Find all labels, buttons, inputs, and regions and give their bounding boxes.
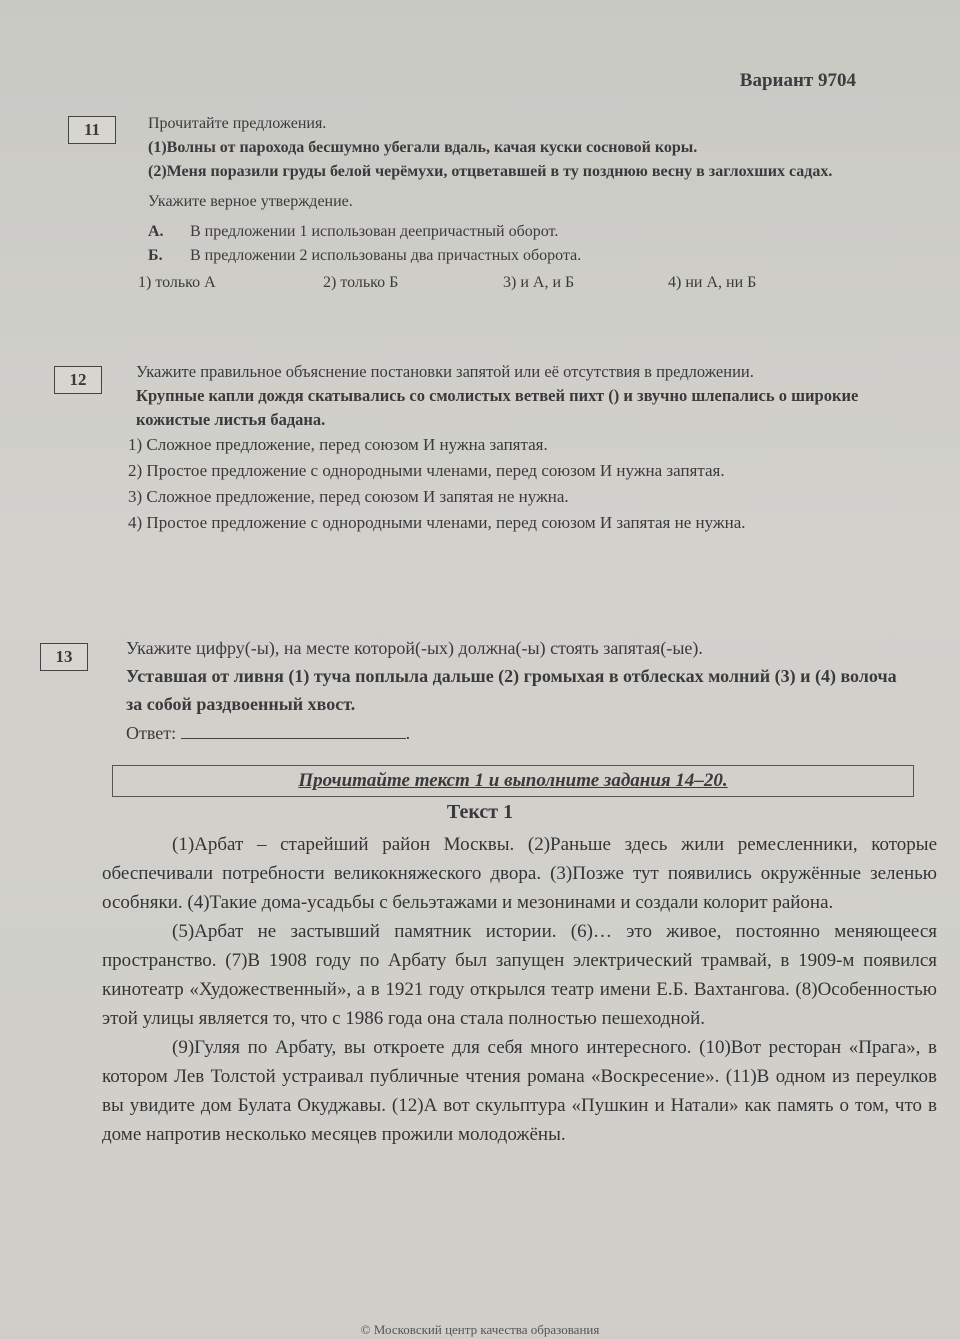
task-12-options [128, 432, 884, 536]
answer-option[interactable]: 4) Простое предложение с однородными членами, перед союзом И запятая не нужна. [128, 513, 746, 532]
task-12-number: 12 [54, 366, 102, 394]
text-1-body [102, 830, 937, 1149]
statement-letter: Б. [148, 247, 163, 264]
task-13 [126, 634, 901, 748]
task-12-sentence: Крупные капли дождя скатывались со смолистых ветвей пихт () и звучно шлепались о широкие кожистые листья бадана. [136, 386, 859, 429]
text-title: Текст 1 [446, 801, 514, 823]
task-13-answer: Ответ: . [126, 723, 411, 743]
task-12 [128, 360, 884, 536]
task-11-sentence-2: (2)Меня поразили груды белой черёмухи, отцветавшей в ту позднюю весну в заглохших садах. [148, 163, 833, 180]
paragraph: (9)Гуляя по Арбату, вы откроете для себя много интересного. (10)Вот ресторан «Прага», в котором Лев Толстой устраивал публичные чтения романа «Воскресение». (11)В одном из переулков вы увидите дом Булата Окуджавы. (12)А вот скульптура «Пушкин и Натали» как память о том, что в доме напротив несколько месяцев прожили молодожёны. [102, 1037, 937, 1145]
variant-label: Вариант 9704 [739, 70, 856, 91]
task-11-statements [148, 220, 863, 268]
answer-option[interactable]: 1) Сложное предложение, перед союзом И нужна запятая. [128, 435, 548, 454]
answer-option[interactable]: 1) только А [138, 274, 216, 291]
paragraph: (1)Арбат – старейший район Москвы. (2)Раньше здесь жили ремесленники, которые обеспечивали потребности великокняжеского двора. (3)Позже тут появились окружённые зеленью особняки. (4)Такие дома-усадьбы с бельэтажами и мезонинами и создали колорит района. [102, 834, 937, 913]
answer-option[interactable]: 3) Сложное предложение, перед союзом И запятая не нужна. [128, 487, 569, 506]
answer-option[interactable]: 3) и А, и Б [503, 274, 575, 291]
task-13-sentence: Уставшая от ливня (1) туча поплыла дальше (2) громыхая в отблесках молний (3) и (4) волоча за собой раздвоенный хвост. [126, 666, 897, 714]
footer-copyright: © Московский центр качества образования [360, 1322, 600, 1337]
answer-option[interactable]: 2) Простое предложение с однородными членами, перед союзом И нужна запятая. [128, 461, 725, 480]
answer-option[interactable]: 4) ни А, ни Б [668, 274, 757, 291]
task-11-sentence-1: (1)Волны от парохода бесшумно убегали вдаль, качая куски сосновой коры. [148, 139, 698, 156]
paragraph: (5)Арбат не застывший памятник истории. (6)… это живое, постоянно меняющееся пространство. (7)В 1908 году по Арбату был запущен электрический трамвай, в 1909-м появился кинотеатр «Художественный», а в 1921 году открылся театр имени Е.Б. Вахтангова. (8)Особенностью этой улицы является то, что с 1986 года она стала полностью пешеходной. [102, 921, 937, 1029]
answer-field[interactable] [181, 722, 406, 739]
statement-text: В предложении 1 использован деепричастный оборот. [190, 223, 559, 240]
task-11-number: 11 [68, 116, 116, 144]
task-13-number: 13 [40, 643, 88, 671]
statement-letter: А. [148, 223, 164, 240]
task-11 [138, 112, 863, 292]
task-11-instruction: Прочитайте предложения. [148, 115, 327, 132]
statement-b [148, 244, 863, 268]
task-11-prompt: Укажите верное утверждение. [148, 193, 353, 210]
text-instruction-banner: Прочитайте текст 1 и выполните задания 14–20. [112, 765, 914, 797]
task-11-options [138, 274, 863, 292]
statement-a [148, 220, 863, 244]
task-12-instruction: Укажите правильное объяснение постановки запятой или её отсутствия в предложении. [136, 362, 754, 381]
task-13-instruction: Укажите цифру(-ы), на месте которой(-ых) должна(-ы) стоять запятая(-ые). [126, 638, 703, 658]
answer-option[interactable]: 2) только Б [323, 274, 399, 291]
answer-label: Ответ: [126, 723, 177, 743]
statement-text: В предложении 2 использованы два причастных оборота. [190, 247, 582, 264]
